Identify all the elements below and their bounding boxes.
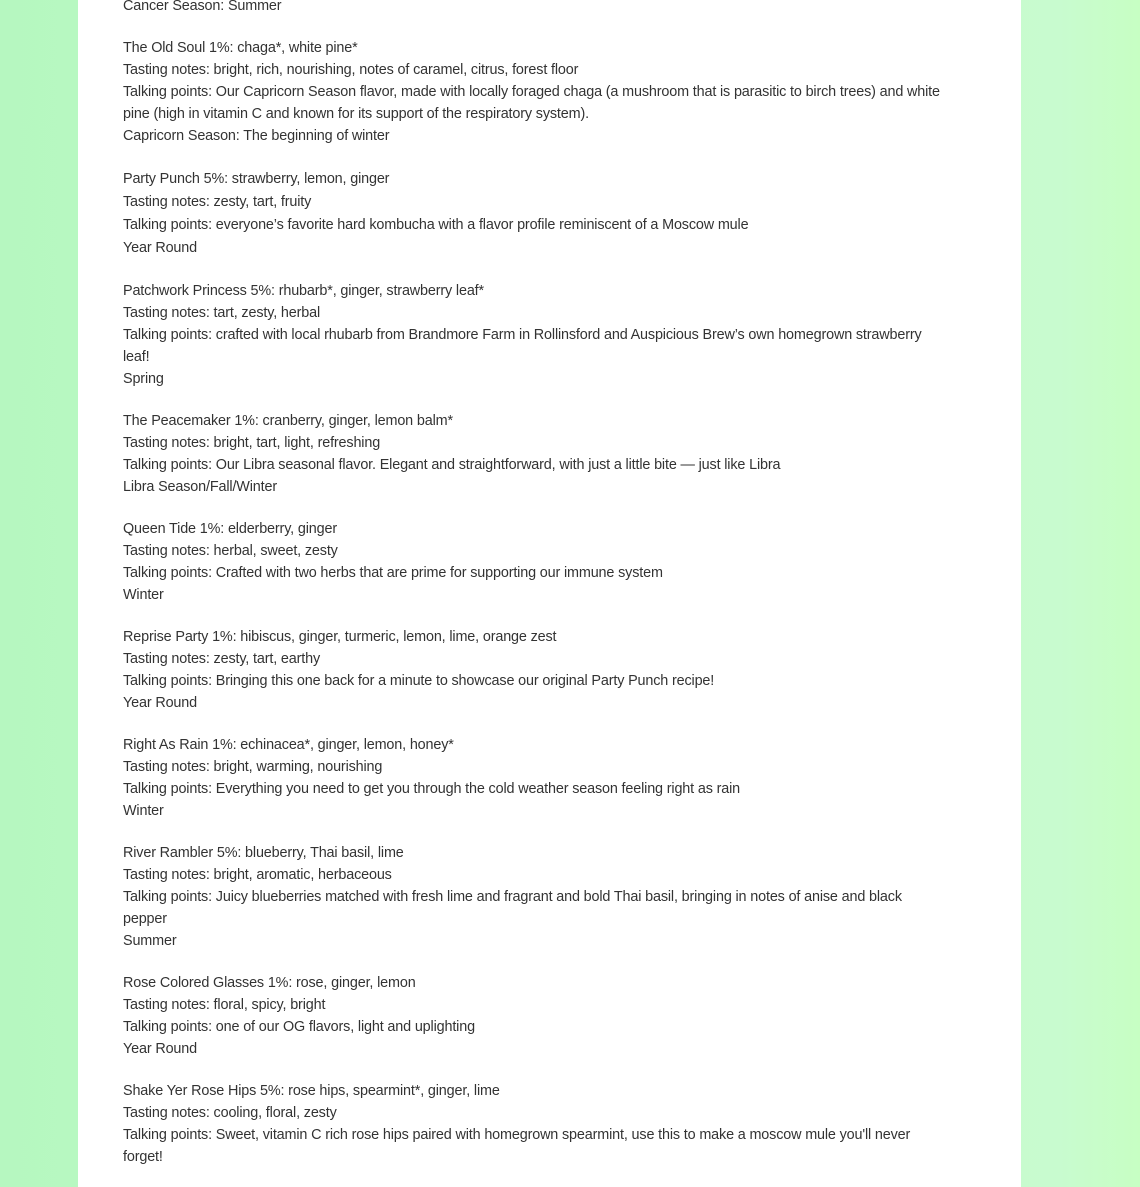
spacer	[123, 498, 943, 518]
flavor-title: Shake Yer Rose Hips 5%: rose hips, spearmint*, ginger, lime	[123, 1083, 500, 1099]
flavor-talking-points: Talking points: Our Capricorn Season flavor, made with locally foraged chaga (a mushroom that is parasitic to birch trees) and white pine (high in vitamin C and known for its support of the respiratory system).	[123, 84, 940, 122]
flavor-entry	[123, 1080, 943, 1168]
flavor-tasting-notes: Tasting notes: herbal, sweet, zesty	[123, 543, 338, 559]
flavor-title: Party Punch 5%: strawberry, lemon, ginger	[123, 171, 390, 187]
flavor-title: River Rambler 5%: blueberry, Thai basil, lime	[123, 845, 404, 861]
flavor-season: Year Round	[123, 695, 197, 711]
flavor-talking-points: Talking points: Everything you need to get you through the cold weather season feeling right as rain	[123, 781, 740, 797]
flavor-season: Winter	[123, 803, 164, 819]
spacer	[123, 952, 943, 972]
spacer	[123, 260, 943, 280]
flavor-talking-points: Talking points: Bringing this one back for a minute to showcase our original Party Punch recipe!	[123, 673, 715, 689]
spacer	[123, 714, 943, 734]
flavor-tasting-notes: Tasting notes: cooling, floral, zesty	[123, 1105, 337, 1121]
spacer	[123, 1060, 943, 1080]
flavor-season: Year Round	[123, 240, 197, 256]
flavor-season: Year Round	[123, 1041, 197, 1057]
flavor-tasting-notes: Tasting notes: bright, tart, light, refreshing	[123, 435, 381, 451]
flavor-entry	[123, 626, 943, 714]
flavor-title: The Old Soul 1%: chaga*, white pine*	[123, 40, 358, 56]
flavor-title: The Peacemaker 1%: cranberry, ginger, lemon balm*	[123, 413, 453, 429]
prev-entry-season: Cancer Season: Summer	[123, 0, 282, 14]
flavor-tasting-notes: Tasting notes: tart, zesty, herbal	[123, 305, 320, 321]
flavor-talking-points: Talking points: Sweet, vitamin C rich rose hips paired with homegrown spearmint, use this to make a moscow mule you'll never forget!	[123, 1127, 911, 1165]
spacer	[123, 390, 943, 410]
flavor-title: Reprise Party 1%: hibiscus, ginger, turmeric, lemon, lime, orange zest	[123, 629, 557, 645]
flavor-entry	[123, 842, 943, 952]
flavor-season: Summer	[123, 933, 177, 949]
flavor-talking-points: Talking points: Juicy blueberries matched with fresh lime and fragrant and bold Thai basil, bringing in notes of anise and black pepper	[123, 889, 902, 927]
flavor-tasting-notes: Tasting notes: bright, warming, nourishing	[123, 759, 383, 775]
flavor-entry	[123, 37, 943, 147]
flavor-entry	[123, 972, 943, 1060]
flavor-entry	[123, 168, 943, 260]
content-panel	[78, 0, 1021, 1187]
flavor-season: Libra Season/Fall/Winter	[123, 479, 277, 495]
flavor-tasting-notes: Tasting notes: bright, aromatic, herbaceous	[123, 867, 392, 883]
flavor-entry	[123, 734, 943, 822]
flavor-title: Patchwork Princess 5%: rhubarb*, ginger, strawberry leaf*	[123, 283, 484, 299]
flavor-entry	[123, 518, 943, 606]
flavor-list	[123, 0, 943, 1168]
flavor-tasting-notes: Tasting notes: zesty, tart, earthy	[123, 651, 320, 667]
flavor-title: Queen Tide 1%: elderberry, ginger	[123, 521, 337, 537]
flavor-tasting-notes: Tasting notes: floral, spicy, bright	[123, 997, 326, 1013]
spacer	[123, 147, 943, 168]
spacer	[123, 822, 943, 842]
flavor-title: Right As Rain 1%: echinacea*, ginger, lemon, honey*	[123, 737, 454, 753]
flavor-talking-points: Talking points: crafted with local rhubarb from Brandmore Farm in Rollinsford and Auspicious Brew’s own homegrown strawberry leaf!	[123, 327, 922, 365]
spacer	[123, 606, 943, 626]
flavor-talking-points: Talking points: one of our OG flavors, light and uplighting	[123, 1019, 475, 1035]
flavor-talking-points: Talking points: Crafted with two herbs that are prime for supporting our immune system	[123, 565, 663, 581]
flavor-season: Spring	[123, 371, 164, 387]
flavor-talking-points: Talking points: everyone’s favorite hard kombucha with a flavor profile reminiscent of a Moscow mule	[123, 217, 749, 233]
flavor-season: Capricorn Season: The beginning of winter	[123, 128, 390, 144]
flavor-entry	[123, 280, 943, 390]
spacer	[123, 17, 943, 37]
flavor-tasting-notes: Tasting notes: zesty, tart, fruity	[123, 194, 312, 210]
flavor-tasting-notes: Tasting notes: bright, rich, nourishing, notes of caramel, citrus, forest floor	[123, 62, 579, 78]
flavor-title: Rose Colored Glasses 1%: rose, ginger, lemon	[123, 975, 416, 991]
flavor-talking-points: Talking points: Our Libra seasonal flavor. Elegant and straightforward, with just a little bite — just like Libra	[123, 457, 781, 473]
flavor-season: Winter	[123, 587, 164, 603]
flavor-entry	[123, 410, 943, 498]
